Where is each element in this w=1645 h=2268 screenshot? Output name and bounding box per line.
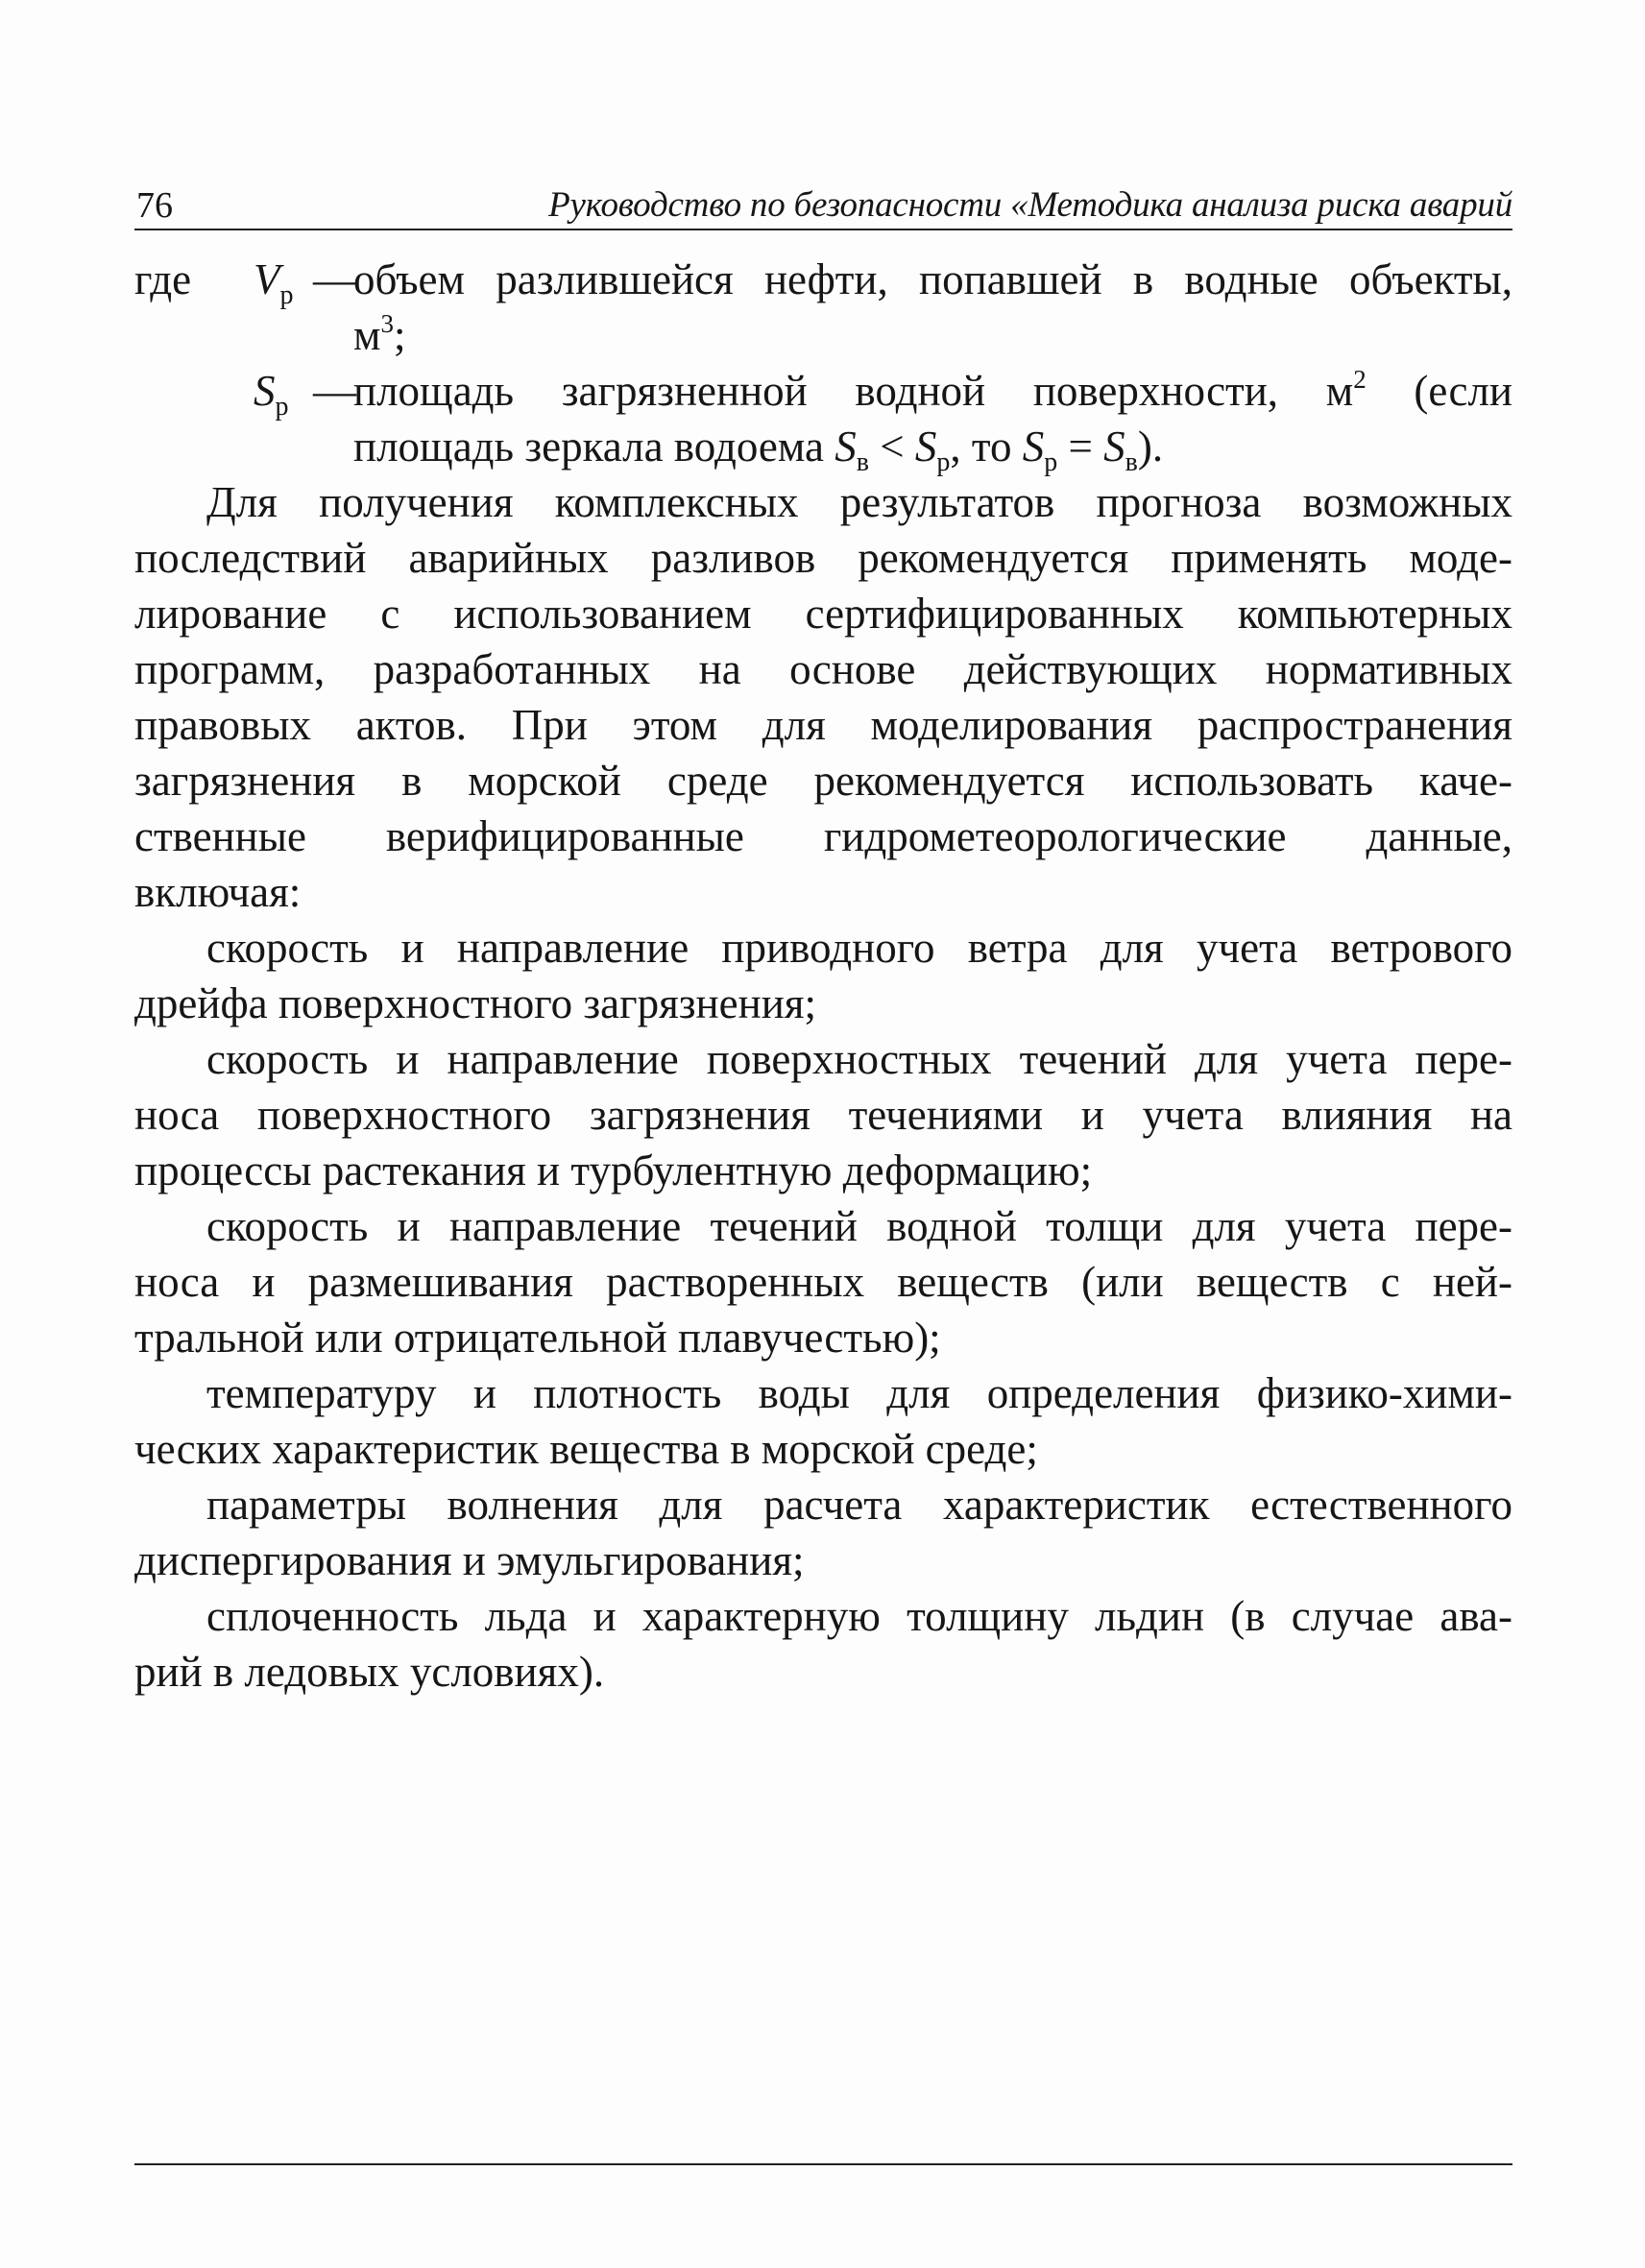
page-number: 76 bbox=[136, 185, 173, 226]
list-item bbox=[134, 1588, 1512, 1700]
body-text bbox=[134, 252, 1512, 1700]
footer-rule bbox=[134, 2163, 1512, 2165]
definition-sp-text: площадь загрязненной водной поверхности, $м^2$ (если bbox=[353, 365, 1512, 415]
running-title: Руководство по безопасности «Методика анализа риска аварий bbox=[548, 185, 1512, 225]
paragraph-line: программ, разработанных на основе действующих нормативных bbox=[134, 645, 1512, 693]
list-item-line: процессы растекания и турбулентную деформацию; bbox=[134, 1146, 1093, 1194]
definition-sp bbox=[134, 363, 1512, 422]
definition-dash: — bbox=[313, 367, 356, 415]
list-item-line: скорость и направление течений водной толщи для учета пере- bbox=[206, 1202, 1512, 1250]
list-item bbox=[134, 1031, 1512, 1198]
paragraph-line: Для получения комплексных результатов прогноза возможных bbox=[206, 478, 1512, 526]
list-item-line: носа поверхностного загрязнения течениями и учета влияния на bbox=[134, 1091, 1512, 1139]
list-item-line: температуру и плотность воды для определения физико-хими- bbox=[206, 1369, 1512, 1417]
list-item-line: дрейфа поверхностного загрязнения; bbox=[134, 979, 816, 1027]
list-item bbox=[134, 920, 1512, 1031]
definition-vp-continuation: $м^3$; bbox=[353, 309, 406, 359]
list-item bbox=[134, 1477, 1512, 1588]
paragraph-line: последствий аварийных разливов рекомендуется применять моде- bbox=[134, 534, 1512, 582]
paragraph-line: ственные верифицированные гидрометеорологические данные, bbox=[134, 812, 1512, 860]
paragraph-line: лирование с использованием сертифицированных компьютерных bbox=[134, 590, 1512, 638]
list-item-line: сплоченность льда и характерную толщину льдин (в случае ава- bbox=[206, 1592, 1512, 1640]
list-item-line: диспергирования и эмульгирования; bbox=[134, 1536, 805, 1584]
paragraph-line: загрязнения в морской среде рекомендуется использовать каче- bbox=[134, 757, 1512, 805]
list-item bbox=[134, 1198, 1512, 1365]
list-item-line: скорость и направление приводного ветра для учета ветрового bbox=[206, 924, 1512, 972]
running-header bbox=[134, 184, 1512, 230]
main-paragraph bbox=[134, 474, 1512, 920]
list-item-line: тральной или отрицательной плавучестью); bbox=[134, 1314, 941, 1362]
definition-vp-text: объем разлившейся нефти, попавшей в водные объекты, bbox=[353, 255, 1512, 303]
where-word: где bbox=[134, 255, 192, 303]
symbol-sp: $S_р$ bbox=[254, 367, 289, 422]
definition-vp bbox=[134, 252, 1512, 310]
definition-sp-continuation: площадь зеркала водоема $S_в < S_р$, то $S_р = S_в$). bbox=[353, 422, 1164, 477]
list-item bbox=[134, 1365, 1512, 1477]
list-item-line: носа и размешивания растворенных веществ (или веществ с ней- bbox=[134, 1258, 1512, 1306]
list-item-line: параметры волнения для расчета характеристик естественного bbox=[206, 1481, 1512, 1529]
list-item-line: ческих характеристик вещества в морской среде; bbox=[134, 1425, 1038, 1473]
paragraph-line: включая: bbox=[134, 868, 302, 916]
paragraph-line: правовых актов. При этом для моделирования распространения bbox=[134, 701, 1512, 749]
symbol-vp: $V_р$ bbox=[254, 255, 294, 310]
list-item-line: скорость и направление поверхностных течений для учета пере- bbox=[206, 1035, 1512, 1083]
list-item-line: рий в ледовых условиях). bbox=[134, 1648, 605, 1696]
definition-dash: — bbox=[313, 255, 356, 303]
